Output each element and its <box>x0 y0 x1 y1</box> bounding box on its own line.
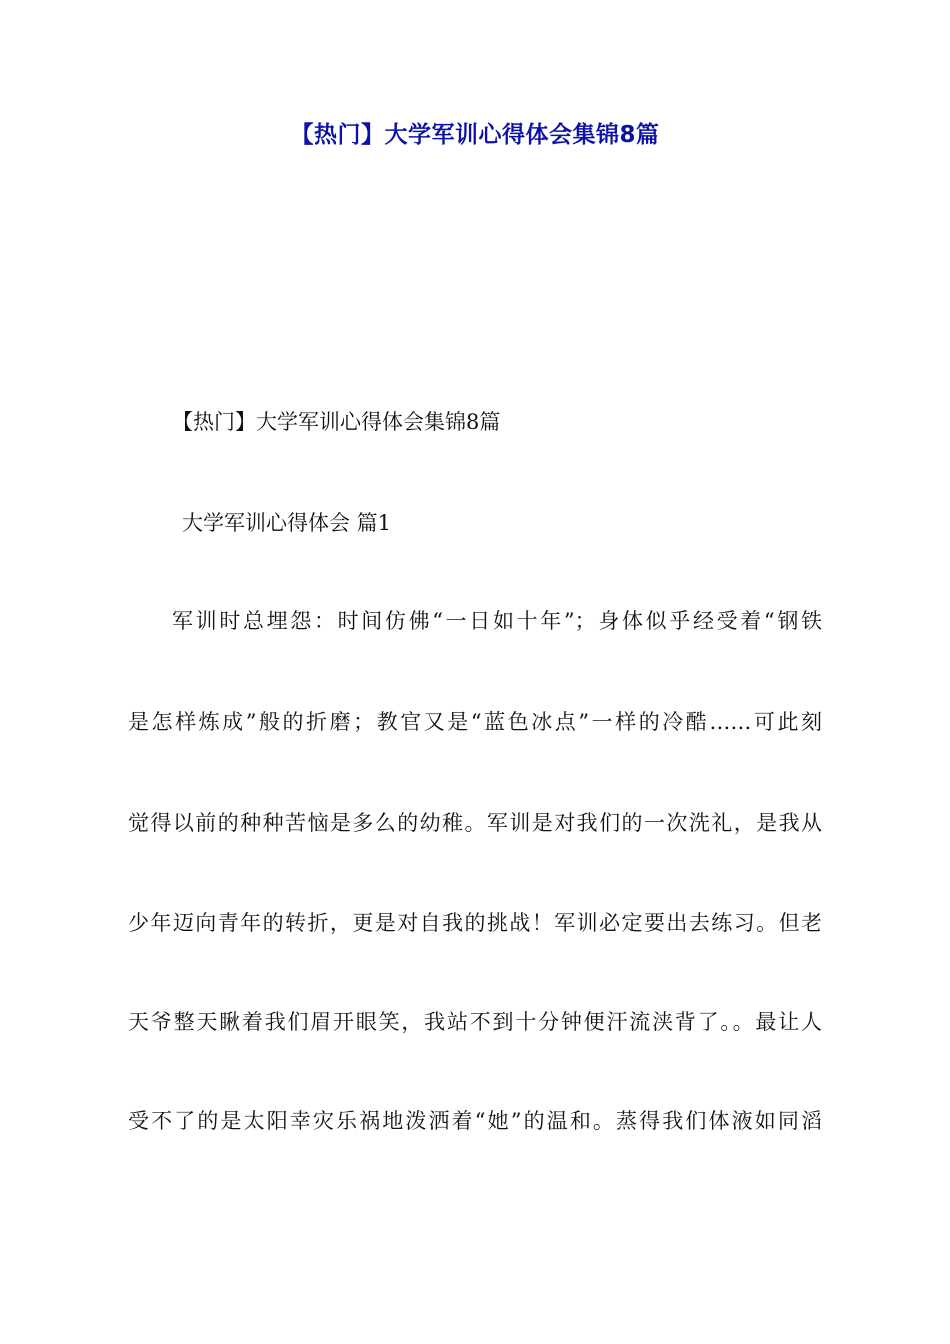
document-title: 【热门】大学军训心得体会集锦8篇 <box>290 122 660 148</box>
body-line-5: 天爷整天瞅着我们眉开眼笑，我站不到十分钟便汗流浃背了。。最让人 <box>128 1010 822 1034</box>
body-line-2: 是怎样炼成”般的折磨；教官又是“蓝色冰点”一样的冷酷……可此刻 <box>128 710 822 734</box>
body-line-6: 受不了的是太阳幸灾乐祸地泼洒着“她”的温和。蒸得我们体液如同滔 <box>128 1109 822 1133</box>
section-heading: 大学军训心得体会 篇1 <box>182 511 392 535</box>
body-line-3: 觉得以前的种种苦恼是多么的幼稚。军训是对我们的一次洗礼，是我从 <box>128 811 822 835</box>
body-line-4: 少年迈向青年的转折，更是对自我的挑战！军训必定要出去练习。但老 <box>128 911 822 935</box>
document-subtitle: 【热门】大学军训心得体会集锦8篇 <box>172 410 501 434</box>
body-line-1: 军训时总埋怨：时间仿佛“一日如十年”；身体似乎经受着“钢铁 <box>172 609 822 633</box>
